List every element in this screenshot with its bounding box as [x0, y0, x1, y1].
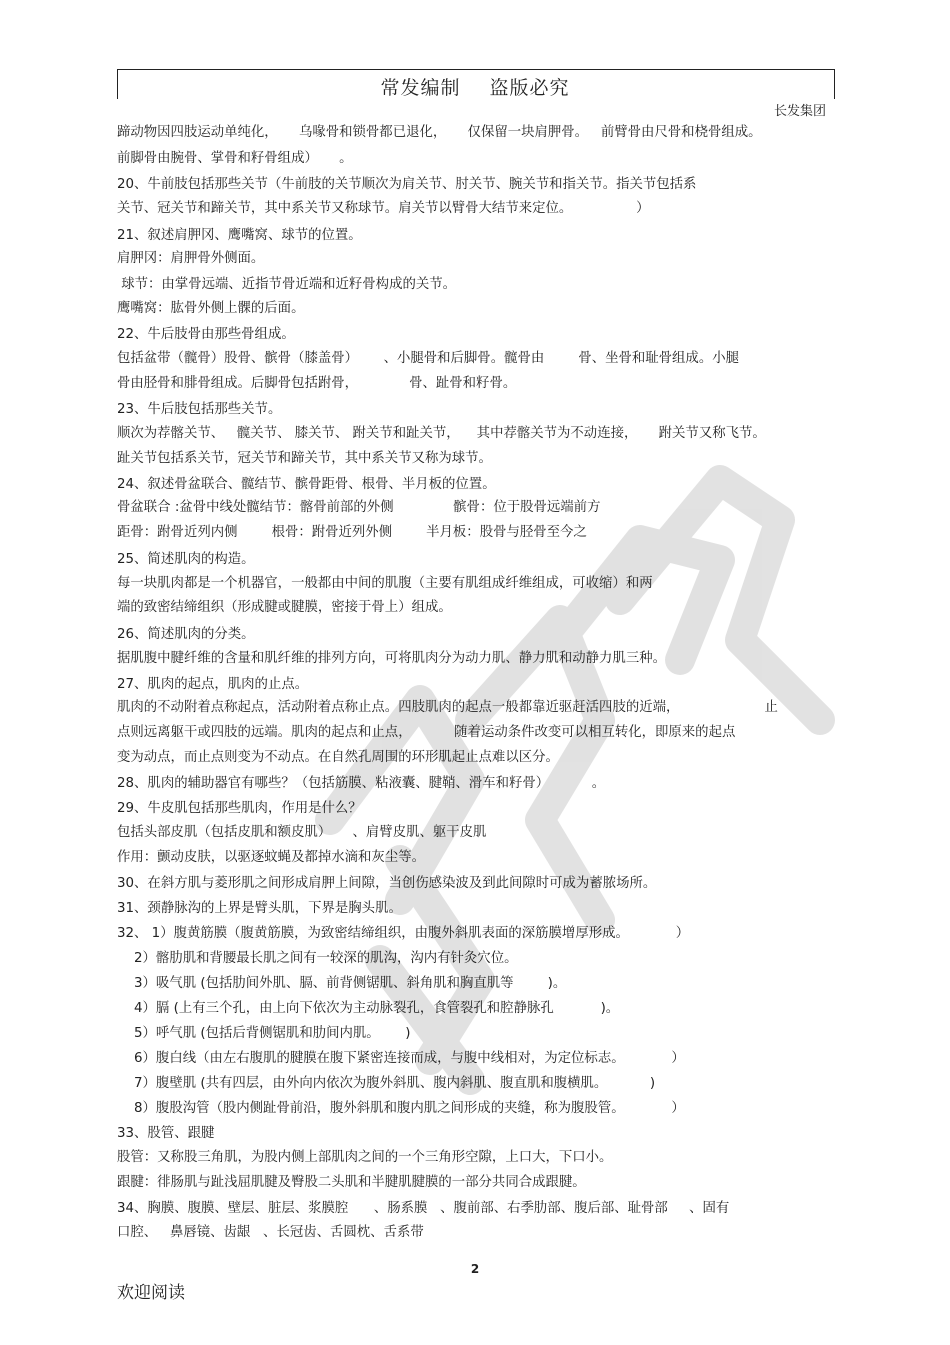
text-line: 28、肌肉的辅助器官有哪些？（包括筋膜、粘液囊、腱鞘、滑车和籽骨） 。: [117, 776, 606, 791]
text-line: 关节、冠关节和蹄关节，其中系关节又称球节。肩关节以臂骨大结节来定位。 ）: [117, 201, 650, 216]
text-line: 骨由胫骨和腓骨组成。后脚骨包括跗骨， 骨、趾骨和籽骨。: [117, 376, 517, 391]
text-line: 27、肌肉的起点，肌肉的止点。: [117, 677, 309, 692]
text-line: 跟腱：徘肠肌与趾浅屈肌腱及臀股二头肌和半腱肌腱膜的一部分共同合成跟腱。: [117, 1175, 586, 1190]
text-line: 点则远离躯干或四肢的远端。肌肉的起点和止点， 随着运动条件改变可以相互转化，即原来的起点: [117, 725, 736, 740]
text-line: 变为动点，而止点则变为不动点。在自然孔周围的环形肌起止点难以区分。: [117, 750, 559, 765]
text-line: 4）膈 (上有三个孔，由上向下依次为主动脉裂孔，食管裂孔和腔静脉孔 )。: [117, 1001, 620, 1016]
text-line: 前脚骨由腕骨、掌骨和籽骨组成） 。: [117, 151, 353, 166]
text-line: 鹰嘴窝：肱骨外侧上髁的后面。: [117, 301, 305, 316]
text-line: 20、牛前肢包括那些关节（牛前肢的关节顺次为肩关节、肘关节、腕关节和指关节。指关节包括系: [117, 177, 697, 192]
text-line: 球节：由掌骨远端、近指节骨近端和近籽骨构成的关节。: [117, 277, 457, 292]
text-line: 22、牛后肢骨由那些骨组成。: [117, 327, 295, 342]
text-line: 蹄动物因四肢运动单纯化， 乌喙骨和锁骨都已退化， 仅保留一块肩胛骨。 前臂骨由尺骨和桡骨组成。: [117, 125, 762, 140]
text-line: 肌肉的不动附着点称起点，活动附着点称止点。四肢肌肉的起点一般都靠近驱赶活四肢的近端， 止: [117, 700, 778, 715]
text-line: 34、胸膜、腹膜、壁层、脏层、浆膜腔 、肠系膜 、腹前部、右季肋部、腹后部、耻骨部 、固有: [117, 1201, 730, 1216]
text-line: 距骨：跗骨近列内侧 根骨：跗骨近列外侧 半月板：股骨与胫骨至今之: [117, 525, 587, 540]
text-line: 23、牛后肢包括那些关节。: [117, 402, 282, 417]
text-line: 端的致密结缔组织（形成腱或腱膜，密接于骨上）组成。: [117, 600, 452, 615]
header-rule: [117, 69, 835, 70]
header-title: 常发编制 盗版必究: [380, 77, 570, 99]
text-line: 6）腹白线（由左右腹肌的腱膜在腹下紧密连接而成，与腹中线相对，为定位标志。 ）: [117, 1051, 685, 1066]
text-line: 30、在斜方肌与菱形肌之间形成肩胛上间隙，当创伤感染波及到此间隙时可成为蓄脓场所。: [117, 876, 657, 891]
text-line: 据肌腹中腱纤维的含量和肌纤维的排列方向，可将肌肉分为动力肌、静力肌和动静力肌三种。: [117, 651, 667, 666]
footer-text: 欢迎阅读: [117, 1283, 185, 1303]
text-line: 趾关节包括系关节，冠关节和蹄关节，其中系关节又称为球节。: [117, 451, 492, 466]
text-line: 作用：颤动皮肤，以驱逐蚊蝇及都掉水滴和灰尘等。: [117, 850, 425, 865]
text-line: 7）腹壁肌 (共有四层，由外向内依次为腹外斜肌、腹内斜肌、腹直肌和腹横肌。 ): [117, 1076, 656, 1091]
text-line: 肩胛冈：肩胛骨外侧面。: [117, 251, 265, 266]
text-line: 29、牛皮肌包括那些肌肉，作用是什么？: [117, 801, 362, 816]
text-line: 5）呼气肌 (包括后背侧锯肌和肋间内肌。 ): [117, 1026, 411, 1041]
text-line: 口腔、 鼻唇镜、齿龈 、长冠齿、舌圆枕、舌系带: [117, 1225, 424, 1240]
header-company: 长发集团: [773, 104, 826, 119]
text-line: 3）吸气肌 (包括肋间外肌、膈、前背侧锯肌、斜角肌和胸直肌等 )。: [117, 976, 567, 991]
text-line: 股管：又称股三角肌，为股内侧上部肌肉之间的一个三角形空隙，上口大，下口小。: [117, 1150, 613, 1165]
text-line: 31、颈静脉沟的上界是臂头肌，下界是胸头肌。: [117, 901, 402, 916]
text-line: 33、股管、跟腱: [117, 1126, 215, 1141]
page-number: 2: [470, 1262, 480, 1276]
text-line: 每一块肌肉都是一个机器官，一般都由中间的肌腹（主要有肌组成纤维组成，可收缩）和两: [117, 576, 653, 591]
text-line: 21、叙述肩胛冈、鹰嘴窝、球节的位置。: [117, 228, 362, 243]
text-line: 26、简述肌肉的分类。: [117, 627, 255, 642]
text-line: 包括盆带（髋骨）股骨、髌骨（膝盖骨） 、小腿骨和后脚骨。髋骨由 骨、坐骨和耻骨组成。小腿: [117, 351, 739, 366]
text-line: 包括头部皮肌（包括皮肌和额皮肌） 、肩臂皮肌、躯干皮肌: [117, 825, 487, 840]
text-line: 骨盆联合 :盆骨中线处髋结节：髂骨前部的外侧 髌骨：位于股骨远端前方: [117, 500, 601, 515]
text-line: 2）髂肋肌和背腰最长肌之间有一较深的肌沟，沟内有针灸穴位。: [117, 951, 518, 966]
text-line: 8）腹股沟管（股内侧趾骨前沿，腹外斜肌和腹内肌之间形成的夹缝，称为腹股管。 ）: [117, 1101, 685, 1116]
text-line: 顺次为荐髂关节、 髋关节、 膝关节、 跗关节和趾关节， 其中荐髂关节为不动连接， 跗关节又称飞节。: [117, 426, 766, 441]
text-line: 24、叙述骨盆联合、髋结节、髌骨距骨、根骨、半月板的位置。: [117, 477, 496, 492]
text-line: 32、 1）腹黄筋膜（腹黄筋膜，为致密结缔组织，由腹外斜肌表面的深筋膜增厚形成。 ）: [117, 926, 690, 941]
text-line: 25、简述肌肉的构造。: [117, 552, 255, 567]
